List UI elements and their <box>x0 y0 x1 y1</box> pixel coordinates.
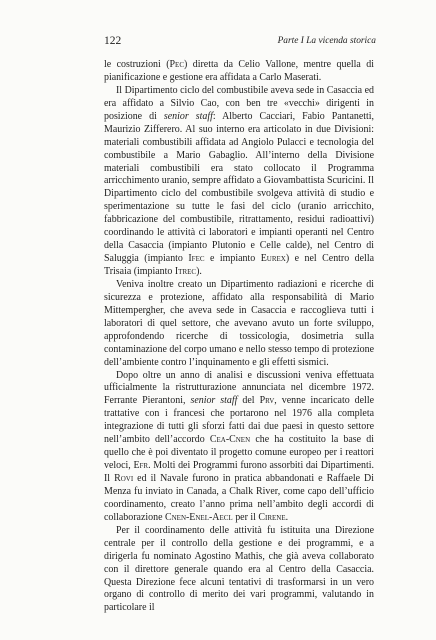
small-caps-acronym: Cirene <box>258 511 286 523</box>
text-run: del <box>237 395 260 407</box>
running-head: Parte I La vicenda storica <box>277 36 376 46</box>
text-run: e impianto <box>204 253 261 265</box>
text-run: : Alberto Cacciari, Fabio Pantanetti, Maurizio Zifferero. Al suo interno era articolato in due Divisioni: materiali combustibili affidata ad Angiolo Pulacci e tecnologia del combustibile a Mario Gabaglio. All’interno della Divisione materiali combustibili era stato collocato il Programma arricchimento uranio, sempre affidato a Giovambattista Scuricini. Il Dipartimento ciclo del combustibile svolgeva attività di studio e sperimentazione su tutte le fasi del ciclo (uranio arricchito, fabbricazione del combustibile, ritrattamento, residui radioattivi) coordinando le attività ci laboratori e impianti operanti nel Centro della Casaccia (impianto Plutonio e Celle calde), nel Centro di Saluggia (impianto <box>104 110 374 265</box>
text-run: Dopo oltre un anno di analisi e discussioni veniva effettuata ufficialmente la ristrutturazione annunciata nel dicembre 1972. Ferrante Pierantoni, <box>104 369 374 407</box>
italic-term: senior staff <box>190 395 238 407</box>
text-run: . Molti dei Programmi furono assorbiti dai Dipartimenti. Il <box>104 460 375 484</box>
text-run: , venne incaricato delle trattative con i francesi che portarono nel 1976 alla completa integrazione di tutti gli sforzi fatti dai due paesi in questo settore nell’ambito dell’accordo <box>104 395 374 446</box>
text-run: ). <box>196 266 202 277</box>
text-run: per il <box>232 511 259 523</box>
small-caps-acronym: Efr <box>133 460 149 472</box>
page-header <box>0 34 436 48</box>
body-text <box>104 59 374 615</box>
text-run: ) diretta da Celio Vallone, mentre quella di pianificazione e gestione era affidata a Carlo Maserati. <box>104 59 374 83</box>
small-caps-acronym: Prv <box>259 395 275 407</box>
text-run: . <box>285 511 289 523</box>
paragraph <box>104 525 374 616</box>
small-caps-acronym: Eurex <box>260 253 286 265</box>
text-run: che ha costituito la base di quello che è poi diventato il progetto comune europeo per i reattori veloci, <box>104 434 374 472</box>
small-caps-acronym: Pec <box>169 59 185 70</box>
paragraph <box>104 59 374 85</box>
small-caps-acronym: Ifec <box>188 253 205 265</box>
text-run: Veniva inoltre creato un Dipartimento radiazioni e ricerche di sicurezza e protezione, affidato alla responsabilità di Mario Mittempergher, che aveva sede in Casaccia e raccoglieva tutti i laboratori di quel settore, che avevano avuto un forte sviluppo, approfondendo ricerche di tossicologia, dosimetria sulla contaminazione del corpo umano e nello stesso tempo di protezione dell’ambiente contro l’inquinamento e gli effetti sismici. <box>104 278 374 368</box>
text-run: Per il coordinamento delle attività fu istituita una Direzione centrale per il controllo della gestione e dei programmi, e a dirigerla fu nominato Agostino Mathis, che già aveva collaborato con il direttore generale quando era al Centro della Casaccia. Questa Direzione fece alcuni tentativi di trasformarsi in un vero organo di controllo di merito dei vari programmi, valutando in particolare il <box>104 524 374 614</box>
small-caps-acronym: Itrec <box>174 266 197 277</box>
small-caps-acronym: Cea-Cnen <box>209 434 251 446</box>
paragraph <box>104 370 374 525</box>
small-caps-acronym: Rovi <box>114 473 134 484</box>
page-number: 122 <box>104 35 122 47</box>
italic-term: senior staff <box>163 110 213 122</box>
paragraph <box>104 279 374 370</box>
text-run: le costruzioni ( <box>104 59 170 70</box>
paragraph <box>104 85 374 279</box>
text-run: ) e nel Centro della Trisaia (impianto <box>104 253 374 277</box>
text-run: Il Dipartimento ciclo del combustibile aveva sede in Casaccia ed era affidato a Silvio Cao, con ben tre «vecchi» dirigenti in posizione di <box>104 84 374 122</box>
small-caps-acronym: Cnen-Enel-Aecl <box>164 511 233 523</box>
text-run: ed il Navale furono in pratica abbandonati e Raffaele Di Menza fu inviato in Canada, a Chalk River, come capo dell’ufficio coordinamento, creato l’anno prima nell’ambito degli accordi di collaborazione <box>104 473 374 523</box>
